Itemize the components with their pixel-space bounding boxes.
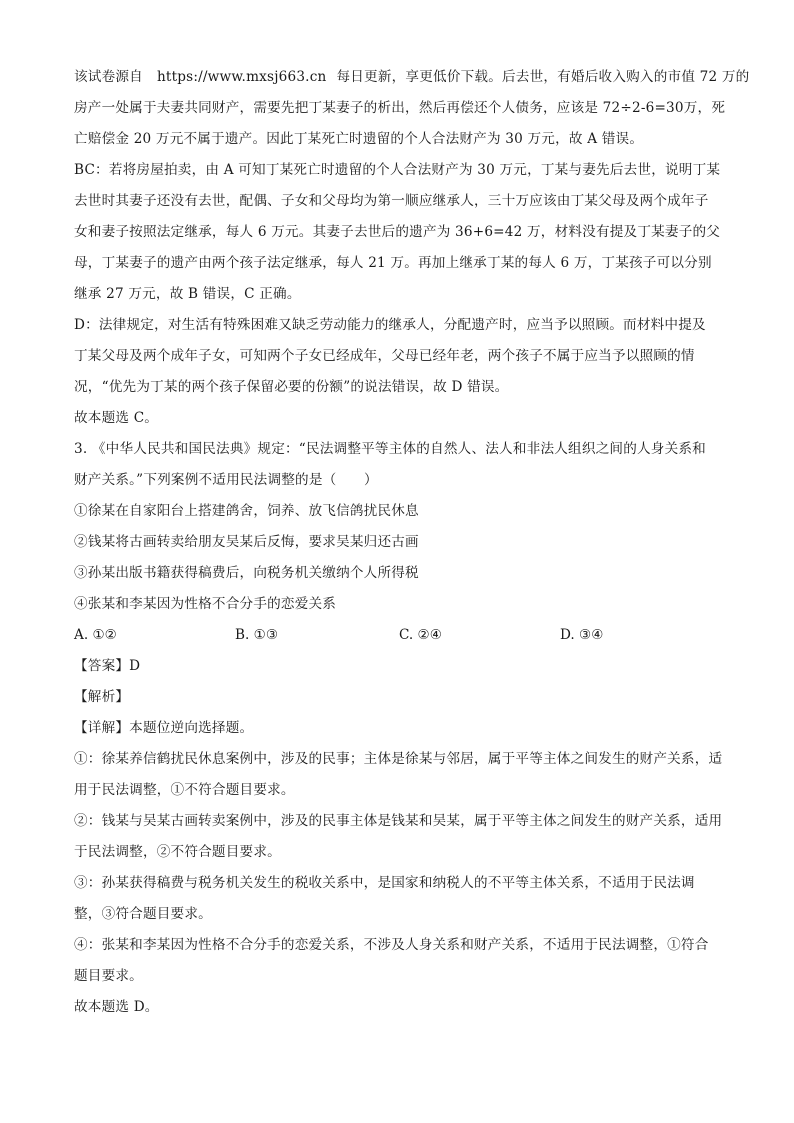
option-a: A. ①② bbox=[74, 627, 117, 643]
option-d: D. ③④ bbox=[560, 627, 604, 643]
document-page bbox=[74, 62, 750, 1023]
answer-line: 【答案】D bbox=[74, 658, 141, 674]
final-answer-line: 故本题选 D。 bbox=[74, 999, 159, 1015]
detail-line: 【详解】本题位逆向选择题。 bbox=[74, 720, 254, 736]
paragraph-1-line-2: 房产一处属于夫妻共同财产，需要先把丁某妻子的析出，然后再偿还个人债务，应该是 72÷2-6=30万，死 bbox=[74, 100, 726, 116]
explanation-3-line-2: 整，③符合题目要求。 bbox=[74, 906, 212, 922]
question-item-4: ④张某和李某因为性格不合分手的恋爱关系 bbox=[74, 596, 337, 612]
paragraph-1-line-3: 亡赔偿金 20 万元不属于遗产。因此丁某死亡时遗留的个人合法财产为 30 万元，故 A 错误。 bbox=[74, 131, 644, 147]
answer-options bbox=[74, 620, 724, 651]
question-item-2: ②钱某将古画转卖给朋友吴某后反悔，要求吴某归还古画 bbox=[74, 534, 419, 550]
question-item-1: ①徐某在自家阳台上搭建鸽舍，饲养、放飞信鸽扰民休息 bbox=[74, 503, 419, 519]
paragraph-4-conclusion: 故本题选 C。 bbox=[74, 410, 159, 426]
paragraph-2-line-5: 继承 27 万元，故 B 错误，C 正确。 bbox=[74, 286, 301, 302]
explanation-2-line-2: 于民法调整，②不符合题目要求。 bbox=[74, 844, 281, 860]
paragraph-3-line-3: 况，“优先为丁某的两个孩子保留必要的份额”的说法错误，故 D 错误。 bbox=[74, 379, 509, 395]
paragraph-1-line-1: 后去世，有婚后收入购入的市值 72 万的 bbox=[502, 69, 750, 85]
paragraph-3-line-2: 丁某父母及两个成年子女，可知两个子女已经成年，父母已经年老，两个孩子不属于应当予以照顾的情 bbox=[74, 348, 695, 364]
question-3-line-2: 财产关系。”下列案例不适用民法调整的是（ ） bbox=[74, 472, 378, 488]
paragraph-2-line-1: BC：若将房屋拍卖，由 A 可知丁某死亡时遗留的个人合法财产为 30 万元，丁某与妻先后去世，说明丁某 bbox=[74, 162, 721, 178]
source-label: 该试卷源自 bbox=[74, 69, 143, 85]
header-line bbox=[74, 62, 750, 93]
paragraph-2-line-2: 去世时其妻子还没有去世，配偶、子女和父母均为第一顺应继承人，三十万应该由丁某父母及两个成年子 bbox=[74, 193, 709, 209]
explanation-2-line-1: ②：钱某与吴某古画转卖案例中，涉及的民事主体是钱某和吴某，属于平等主体之间发生的财产关系，适用 bbox=[74, 813, 723, 829]
option-c: C. ②④ bbox=[399, 627, 442, 643]
paragraph-2-line-4: 母，丁某妻子的遗产由两个孩子法定继承，每人 21 万。再加上继承丁某的每人 6 万，丁某孩子可以分别 bbox=[74, 255, 712, 271]
slogan-text: 每日更新，享更低价下载。 bbox=[336, 69, 502, 85]
source-url-link[interactable]: https://www.mxsj663.cn bbox=[156, 69, 327, 85]
explanation-4-line-1: ④：张某和李某因为性格不合分手的恋爱关系，不涉及人身关系和财产关系，不适用于民法调整，①符合 bbox=[74, 937, 709, 953]
explanation-1-line-1: ①：徐某养信鹤扰民休息案例中，涉及的民事；主体是徐某与邻居，属于平等主体之间发生的财产关系，适 bbox=[74, 751, 723, 767]
explanation-3-line-1: ③：孙某获得稿费与税务机关发生的税收关系中，是国家和纳税人的不平等主体关系，不适用于民法调 bbox=[74, 875, 695, 891]
explanation-4-line-2: 题目要求。 bbox=[74, 968, 143, 984]
analysis-label: 【解析】 bbox=[74, 689, 130, 705]
explanation-1-line-2: 用于民法调整，①不符合题目要求。 bbox=[74, 782, 295, 798]
paragraph-3-line-1: D：法律规定，对生活有特殊困难又缺乏劳动能力的继承人，分配遗产时，应当予以照顾。而材料中提及 bbox=[74, 317, 706, 333]
option-b: B. ①③ bbox=[235, 627, 279, 643]
paragraph-2-line-3: 女和妻子按照法定继承，每人 6 万元。其妻子去世后的遗产为 36+6=42 万，材料没有提及丁某妻子的父 bbox=[74, 224, 721, 240]
question-3-line-1: 3. 《中华人民共和国民法典》规定：“民法调整平等主体的自然人、法人和非法人组织之间的人身关系和 bbox=[74, 441, 706, 457]
question-item-3: ③孙某出版书籍获得稿费后，向税务机关缴纳个人所得税 bbox=[74, 565, 419, 581]
